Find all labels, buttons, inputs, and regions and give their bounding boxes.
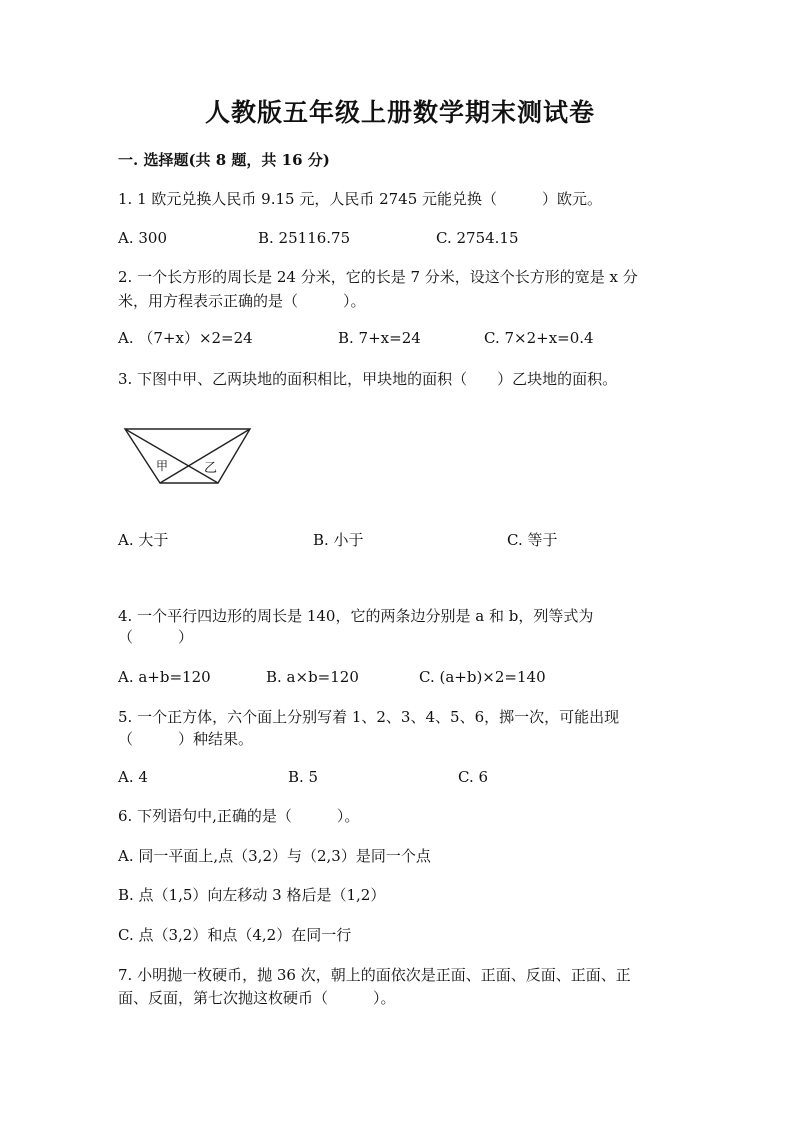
- label-jia: 甲: [156, 459, 169, 473]
- q3-option-a: A. 大于: [118, 531, 169, 549]
- question-3: 3. 下图中甲、乙两块地的面积相比，甲块地的面积（ ）乙块地的面积。: [118, 370, 618, 388]
- question-7-line-1: 7. 小明抛一枚硬币，抛 36 次，朝上的面依次是正面、正面、反面、正面、正: [118, 966, 631, 984]
- question-4-line-2: （ ）: [118, 628, 194, 646]
- trapezoid-figure: [122, 423, 254, 489]
- page-title: 人教版五年级上册数学期末测试卷: [204, 98, 595, 127]
- q4-option-a: A. a+b=120: [118, 668, 211, 686]
- question-6: 6. 下列语句中,正确的是（ ）。: [118, 807, 360, 825]
- q5-option-b: B. 5: [288, 768, 319, 786]
- question-5-line-1: 5. 一个正方体，六个面上分别写着 1、2、3、4、5、6，掷一次，可能出现: [118, 708, 620, 726]
- question-1: 1. 1 欧元兑换人民币 9.15 元，人民币 2745 元能兑换（ ）欧元。: [118, 190, 603, 208]
- q1-option-b: B. 25116.75: [258, 229, 351, 247]
- question-5-line-2: （ ）种结果。: [118, 730, 254, 748]
- trapezoid-outline: [125, 429, 250, 483]
- question-2-line-2: 米，用方程表示正确的是（ ）。: [118, 292, 366, 310]
- q2-option-a: A. （7+x）×2=24: [118, 329, 253, 347]
- question-4-line-1: 4. 一个平行四边形的周长是 140，它的两条边分别是 a 和 b，列等式为: [118, 607, 594, 625]
- section-heading: 一. 选择题(共 8 题，共 16 分): [118, 151, 330, 169]
- q1-option-a: A. 300: [118, 229, 167, 247]
- q6-option-b: B. 点（1,5）向左移动 3 格后是（1,2）: [118, 886, 386, 904]
- q3-option-b: B. 小于: [313, 531, 364, 549]
- question-7-line-2: 面、反面，第七次抛这枚硬币（ ）。: [118, 989, 396, 1007]
- question-2-line-1: 2. 一个长方形的周长是 24 分米，它的长是 7 分米，设这个长方形的宽是 x 分: [118, 268, 638, 286]
- q3-option-c: C. 等于: [507, 531, 558, 549]
- q5-option-a: A. 4: [118, 768, 148, 786]
- q6-option-c: C. 点（3,2）和点（4,2）在同一行: [118, 926, 352, 944]
- q2-option-c: C. 7×2+x=0.4: [484, 329, 594, 347]
- q6-option-a: A. 同一平面上,点（3,2）与（2,3）是同一个点: [118, 847, 431, 865]
- label-yi: 乙: [204, 461, 218, 476]
- q4-option-c: C. (a+b)×2=140: [419, 668, 546, 686]
- q5-option-c: C. 6: [458, 768, 489, 786]
- q4-option-b: B. a×b=120: [266, 668, 359, 686]
- q2-option-b: B. 7+x=24: [338, 329, 421, 347]
- q1-option-c: C. 2754.15: [436, 229, 519, 247]
